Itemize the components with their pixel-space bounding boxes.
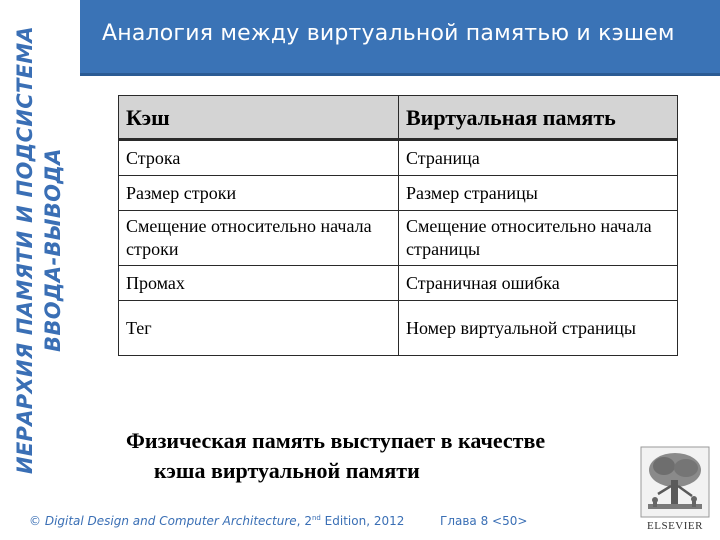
side-title-line1: ИЕРАРХИЯ ПАМЯТИ И ПОДСИСТЕМА — [13, 26, 38, 474]
footer-citation: © Digital Design and Computer Architecture, 2nd Edition, 2012 — [29, 514, 405, 528]
table-cell: Тег — [119, 301, 399, 356]
table-cell: Размер страницы — [399, 176, 678, 211]
comparison-table — [118, 95, 678, 356]
table-row — [119, 140, 678, 176]
table-cell: Промах — [119, 266, 399, 301]
edition-superscript: nd — [311, 514, 321, 522]
edition-text: Edition, 2012 — [324, 514, 405, 528]
edition-number: 2 — [304, 514, 312, 528]
table-cell: Строка — [119, 140, 399, 176]
note-line2: кэша виртуальной памяти — [154, 458, 420, 483]
side-title-line2: ВВОДА-ВЫВОДА — [41, 148, 66, 352]
table-header-virtual-memory: Виртуальная память — [399, 96, 678, 140]
table-cell: Смещение относительно начала строки — [119, 211, 399, 266]
table-row — [119, 301, 678, 356]
table-cell: Номер виртуальной страницы — [399, 301, 678, 356]
table-header-row — [119, 96, 678, 140]
logo-text: ELSEVIER — [647, 520, 703, 532]
table-row — [119, 176, 678, 211]
table-cell: Страница — [399, 140, 678, 176]
note-text — [126, 426, 686, 486]
slide-title: Аналогия между виртуальной памятью и кэшем — [102, 21, 675, 46]
table-cell: Размер строки — [119, 176, 399, 211]
title-banner — [80, 0, 720, 76]
table-cell: Смещение относительно начала страницы — [399, 211, 678, 266]
table-cell: Страничная ошибка — [399, 266, 678, 301]
elsevier-tree-icon — [640, 446, 710, 518]
copyright-symbol: © — [29, 514, 41, 528]
note-line1: Физическая память выступает в качестве — [126, 428, 546, 453]
publisher-logo — [640, 446, 710, 532]
book-title: Digital Design and Computer Architecture — [44, 514, 297, 528]
table-header-cache: Кэш — [119, 96, 399, 140]
side-title — [0, 0, 78, 500]
table-row — [119, 266, 678, 301]
page-number: Глава 8 <50> — [440, 514, 528, 528]
table-row — [119, 211, 678, 266]
